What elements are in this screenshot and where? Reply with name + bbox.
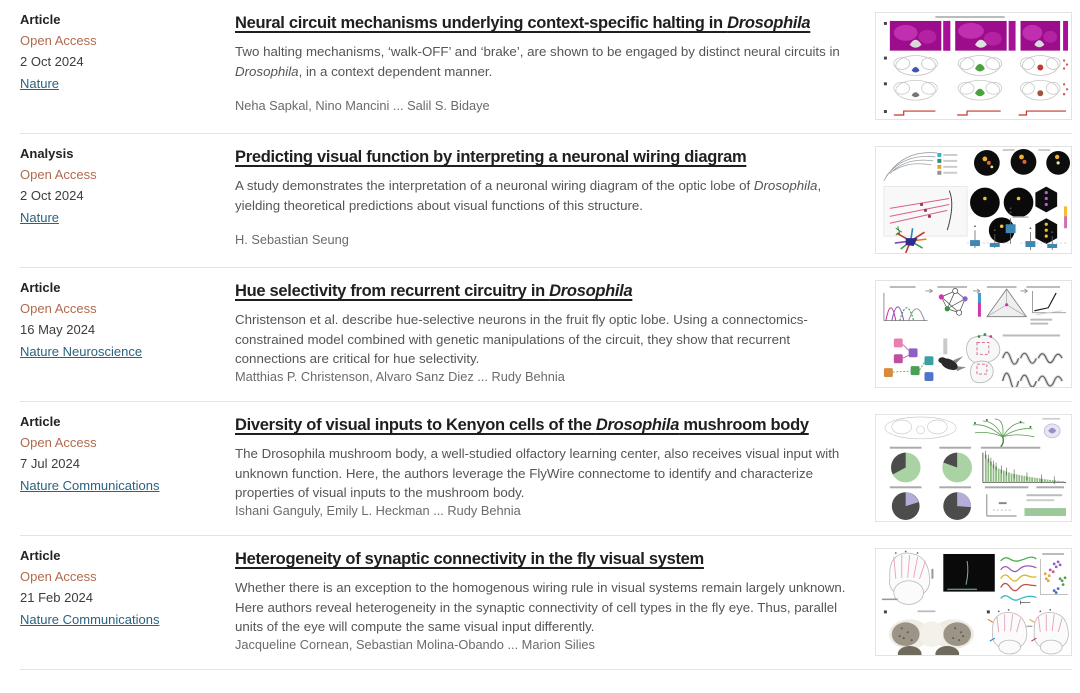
article-date: 16 May 2024 [20, 322, 96, 337]
article-meta [20, 146, 235, 267]
article-thumbnail[interactable] [875, 414, 1072, 522]
open-access-label: Open Access [20, 301, 97, 316]
article-main [235, 12, 875, 133]
article-main [235, 280, 875, 401]
article-authors: Jacqueline Cornean, Sebastian Molina-Obando ... Marion Silies [235, 636, 595, 652]
brain-microscopy-and-tracing-figure [876, 13, 1071, 119]
article-thumbnail[interactable] [875, 146, 1072, 254]
article-date: 7 Jul 2024 [20, 456, 80, 471]
open-access-label: Open Access [20, 569, 97, 584]
wiring-diagram-hexagon-maps-figure [876, 147, 1071, 253]
article-list-item [20, 536, 1072, 670]
article-list-item [20, 134, 1072, 268]
journal-link[interactable]: Nature [20, 210, 60, 225]
article-type-label: Article [20, 280, 61, 295]
article-date: 2 Oct 2024 [20, 188, 84, 203]
article-main [235, 548, 875, 669]
article-authors: Ishani Ganguly, Emily L. Heckman ... Rudy Behnia [235, 502, 521, 518]
journal-link[interactable]: Nature Communications [20, 612, 160, 627]
article-type-label: Article [20, 12, 61, 27]
article-list-item [20, 0, 1072, 134]
article-main [235, 146, 875, 267]
article-thumbnail[interactable] [875, 12, 1072, 120]
hue-tuning-curves-and-network-figure [876, 281, 1071, 387]
article-authors: Neha Sapkal, Nino Mancini ... Salil S. Bidaye [235, 98, 490, 113]
article-thumbnail[interactable] [875, 280, 1072, 388]
article-date: 2 Oct 2024 [20, 54, 84, 69]
article-description: A study demonstrates the interpretation of a neuronal wiring diagram of the optic lobe of Drosophila, yielding theoretical predictions about visual functions of this structure. [235, 178, 822, 213]
article-title-link[interactable]: Neural circuit mechanisms underlying context-specific halting in Drosophila [235, 14, 811, 32]
article-authors: Matthias P. Christenson, Alvaro Sanz Diez ... Rudy Behnia [235, 368, 565, 384]
article-thumbnail[interactable] [875, 548, 1072, 656]
open-access-label: Open Access [20, 167, 97, 182]
journal-link[interactable]: Nature [20, 76, 60, 91]
article-description: The Drosophila mushroom body, a well-studied olfactory learning center, also receives visual input with unknown function. Here, the authors leverage the FlyWire connectome to identify and characterize properties of visual inputs to the mushroom body. [235, 446, 840, 500]
article-description: Whether there is an exception to the homogenous wiring rule in visual systems remain largely unknown. Here authors reveal heterogeneity in the synaptic connectivity of cell types in the fly eye. Thus, parallel units of the eye will compute the same visual input differently. [235, 580, 846, 634]
article-meta [20, 548, 235, 669]
article-main [235, 414, 875, 535]
article-type-label: Article [20, 414, 61, 429]
open-access-label: Open Access [20, 33, 97, 48]
article-type-label: Article [20, 548, 61, 563]
article-title-link[interactable]: Predicting visual function by interpreting a neuronal wiring diagram [235, 148, 747, 166]
article-meta [20, 414, 235, 535]
article-description: Two halting mechanisms, ‘walk-OFF’ and ‘brake’, are shown to be engaged by distinct neural circuits in Drosophila, in a context dependent manner. [235, 44, 840, 79]
pie-charts-and-bar-chart-figure [876, 415, 1071, 521]
article-title-link[interactable]: Diversity of visual inputs to Kenyon cells of the Drosophila mushroom body [235, 416, 809, 434]
optic-lobe-sketches-and-traces-figure [876, 549, 1071, 655]
article-title-link[interactable]: Heterogeneity of synaptic connectivity in the fly visual system [235, 550, 704, 568]
article-title-link[interactable]: Hue selectivity from recurrent circuitry in Drosophila [235, 282, 633, 300]
open-access-label: Open Access [20, 435, 97, 450]
article-meta [20, 12, 235, 133]
article-description: Christenson et al. describe hue-selective neurons in the fruit fly optic lobe. Using a connectomics-constrained model combined with genetic manipulations of the circuit, they show that recurrent connections are critical for hue selectivity. [235, 312, 808, 366]
article-meta [20, 280, 235, 401]
article-date: 21 Feb 2024 [20, 590, 94, 605]
article-list-item [20, 268, 1072, 402]
journal-link[interactable]: Nature Communications [20, 478, 160, 493]
article-list-item [20, 402, 1072, 536]
journal-link[interactable]: Nature Neuroscience [20, 344, 143, 359]
article-type-label: Analysis [20, 146, 74, 161]
article-authors: H. Sebastian Seung [235, 232, 349, 247]
